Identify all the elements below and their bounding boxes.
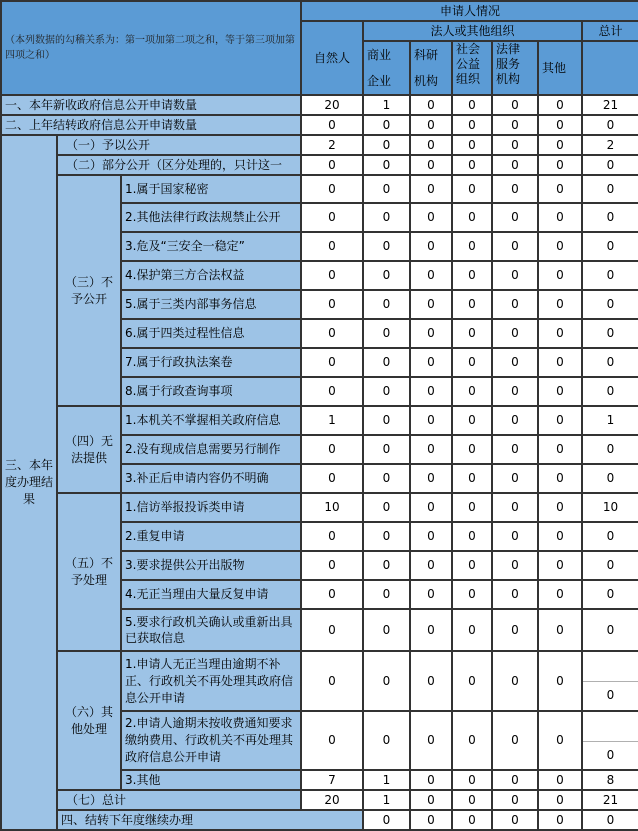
header-legal-or-other-org: 法人或其他组织 — [363, 21, 582, 41]
cell-research: 0 — [410, 175, 452, 203]
cell-other: 0 — [538, 609, 582, 651]
cell-natural-person: 20 — [301, 95, 363, 115]
cell-research: 0 — [410, 464, 452, 493]
cell-natural-person: 0 — [301, 435, 363, 464]
cell-natural-person: 0 — [301, 175, 363, 203]
cell-business: 0 — [363, 377, 410, 406]
cell-research: 0 — [410, 203, 452, 232]
cell-natural-person: 2 — [301, 135, 363, 155]
cell-legal-service: 0 — [492, 135, 538, 155]
row-label: 1.本机关不掌握相关政府信息 — [121, 406, 301, 435]
group-not-disclosed-label — [57, 175, 121, 406]
cell-welfare: 0 — [452, 435, 492, 464]
cell-welfare: 0 — [452, 232, 492, 261]
cell-other: 0 — [538, 711, 582, 770]
cell-business: 0 — [363, 290, 410, 319]
cell-total: 0 — [582, 261, 638, 290]
cell-welfare: 0 — [452, 609, 492, 651]
cell-research: 0 — [410, 711, 452, 770]
table-row — [1, 155, 638, 175]
cell-research: 0 — [410, 770, 452, 790]
cell-business: 1 — [363, 770, 410, 790]
cell-other: 0 — [538, 155, 582, 175]
table-row — [1, 175, 638, 203]
cell-other: 0 — [538, 406, 582, 435]
cell-total: 21 — [582, 95, 638, 115]
header-text: 其他 — [542, 60, 567, 75]
header-business-enterprise — [363, 41, 410, 95]
cell-natural-person: 0 — [301, 319, 363, 348]
cell-business: 0 — [363, 580, 410, 609]
group-text: （三）不 — [64, 274, 113, 289]
cell-business: 1 — [363, 95, 410, 115]
row-label: 一、本年新收政府信息公开申请数量 — [1, 95, 301, 115]
group-text: （五）不 — [64, 556, 113, 570]
cell-other: 0 — [582, 810, 638, 830]
row-label: 3.要求提供公开出版物 — [121, 551, 301, 580]
cell-legal-service: 0 — [492, 435, 538, 464]
group-unable-to-provide-label — [57, 406, 121, 493]
cell-legal-service: 0 — [492, 580, 538, 609]
cell-legal-service: 0 — [492, 551, 538, 580]
cell-legal-service: 0 — [492, 203, 538, 232]
cell-business: 0 — [363, 319, 410, 348]
cell-welfare: 0 — [492, 810, 538, 830]
header-text: 公益 — [456, 57, 481, 71]
cell-other: 0 — [538, 580, 582, 609]
row-label: （七）总计 — [57, 790, 301, 810]
cell-research: 0 — [410, 522, 452, 551]
header-research-institution — [410, 41, 452, 95]
cell-natural-person: 0 — [363, 810, 410, 830]
divider — [583, 681, 638, 682]
cell-legal-service: 0 — [492, 232, 538, 261]
row-label: 8.属于行政查询事项 — [121, 377, 301, 406]
cell-research: 0 — [410, 377, 452, 406]
cell-business: 0 — [410, 810, 452, 830]
cell-total: 0 — [582, 319, 638, 348]
cell-total: 0 — [582, 203, 638, 232]
cell-legal-service: 0 — [538, 810, 582, 830]
cell-business: 0 — [363, 711, 410, 770]
cell-other: 0 — [538, 770, 582, 790]
cell-research: 0 — [410, 261, 452, 290]
row-label: 4.无正当理由大量反复申请 — [121, 580, 301, 609]
cell-natural-person: 0 — [301, 377, 363, 406]
group-text: 予公开 — [70, 291, 107, 306]
cell-legal-service: 0 — [492, 609, 538, 651]
cell-legal-service: 0 — [492, 651, 538, 711]
cell-business: 0 — [363, 464, 410, 493]
cell-total: 2 — [582, 135, 638, 155]
cell-welfare: 0 — [452, 95, 492, 115]
group-text: （六）其 — [64, 704, 113, 719]
cell-natural-person: 0 — [301, 232, 363, 261]
cell-welfare: 0 — [452, 290, 492, 319]
cell-welfare: 0 — [452, 115, 492, 135]
cell-research: 0 — [410, 135, 452, 155]
table-row — [1, 95, 638, 115]
cell-welfare: 0 — [452, 135, 492, 155]
table-row — [1, 493, 638, 522]
group-text: 予处理 — [70, 573, 107, 587]
header-legal-service-institution — [492, 41, 538, 95]
cell-other: 0 — [538, 377, 582, 406]
cell-business: 0 — [363, 155, 410, 175]
cell-welfare: 0 — [452, 377, 492, 406]
row-label: 2.其他法律行政法规禁止公开 — [121, 203, 301, 232]
group-not-processed-label — [57, 493, 121, 651]
header-note: （本列数据的勾稽关系为：第一项加第二项之和，等于第三项加第四项之和） — [1, 1, 301, 95]
cell-research: 0 — [410, 406, 452, 435]
row-label: 2.重复申请 — [121, 522, 301, 551]
table-row — [1, 135, 638, 155]
cell-total: 0 — [582, 115, 638, 135]
cell-welfare: 0 — [452, 175, 492, 203]
cell-welfare: 0 — [452, 651, 492, 711]
cell-natural-person: 1 — [301, 406, 363, 435]
cell-business: 0 — [363, 406, 410, 435]
header-total-blank — [582, 41, 638, 95]
cell-legal-service: 0 — [492, 464, 538, 493]
row-label: 2.没有现成信息需要另行制作 — [121, 435, 301, 464]
cell-legal-service: 0 — [492, 790, 538, 810]
cell-business: 0 — [363, 493, 410, 522]
cell-other: 0 — [538, 232, 582, 261]
cell-welfare: 0 — [452, 770, 492, 790]
cell-legal-service: 0 — [492, 95, 538, 115]
cell-research: 0 — [410, 493, 452, 522]
cell-other: 0 — [538, 135, 582, 155]
cell-other: 0 — [538, 348, 582, 377]
cell-research: 0 — [410, 232, 452, 261]
cell-welfare: 0 — [452, 203, 492, 232]
cell-business: 0 — [363, 522, 410, 551]
cell-natural-person: 0 — [301, 261, 363, 290]
cell-natural-person: 0 — [301, 203, 363, 232]
row-label: 1.申请人无正当理由逾期不补正、行政机关不再处理其政府信息公开申请 — [121, 651, 301, 711]
header-total: 总计 — [582, 21, 638, 41]
header-text: 商业 — [367, 48, 392, 62]
cell-total: 0 — [582, 232, 638, 261]
cell-welfare: 0 — [452, 551, 492, 580]
cell-total: 0 — [582, 155, 638, 175]
cell-research: 0 — [410, 115, 452, 135]
cell-legal-service: 0 — [492, 348, 538, 377]
cell-other: 0 — [538, 464, 582, 493]
cell-business: 0 — [363, 348, 410, 377]
cell-legal-service: 0 — [492, 175, 538, 203]
row-label: 1.信访举报投诉类申请 — [121, 493, 301, 522]
cell-business: 0 — [363, 203, 410, 232]
cell-welfare: 0 — [452, 261, 492, 290]
cell-welfare: 0 — [452, 155, 492, 175]
header-text: 科研 — [414, 48, 439, 62]
cell-research: 0 — [410, 95, 452, 115]
header-text: 企业 — [367, 74, 392, 88]
cell-other: 0 — [538, 493, 582, 522]
cell-research: 0 — [410, 155, 452, 175]
cell-welfare: 0 — [452, 711, 492, 770]
row-label: 3.补正后申请内容仍不明确 — [121, 464, 301, 493]
cell-business: 0 — [363, 232, 410, 261]
cell-welfare: 0 — [452, 464, 492, 493]
cell-legal-service: 0 — [492, 377, 538, 406]
cell-research: 0 — [410, 319, 452, 348]
cell-natural-person: 0 — [301, 522, 363, 551]
cell-business: 1 — [363, 790, 410, 810]
cell-total: 0 — [582, 348, 638, 377]
cell-research: 0 — [410, 580, 452, 609]
cell-total — [582, 711, 638, 770]
group-text: （四）无 — [64, 433, 113, 448]
row-label: （二）部分公开（区分处理的，只计这一 — [57, 155, 301, 175]
cell-other: 0 — [538, 551, 582, 580]
cell-natural-person: 20 — [301, 790, 363, 810]
row-label: 5.属于三类内部事务信息 — [121, 290, 301, 319]
table-row — [1, 810, 638, 830]
row-label: 5.要求行政机关确认或重新出具已获取信息 — [121, 609, 301, 651]
cell-total-value: 0 — [606, 688, 615, 702]
header-applicant-situation: 申请人情况 — [301, 1, 638, 21]
cell-research: 0 — [410, 551, 452, 580]
header-other — [538, 41, 582, 95]
table-row — [1, 651, 638, 711]
cell-welfare: 0 — [452, 790, 492, 810]
cell-other: 0 — [538, 95, 582, 115]
row-label: 4.保护第三方合法权益 — [121, 261, 301, 290]
section3-label — [1, 135, 57, 830]
row-label: 1.属于国家秘密 — [121, 175, 301, 203]
header-text: 组织 — [456, 72, 481, 86]
cell-other: 0 — [538, 522, 582, 551]
header-natural-person: 自然人 — [301, 21, 363, 95]
cell-natural-person: 0 — [301, 348, 363, 377]
cell-total: 0 — [582, 435, 638, 464]
cell-natural-person: 0 — [301, 609, 363, 651]
row-label: 6.属于四类过程性信息 — [121, 319, 301, 348]
header-social-welfare-org — [452, 41, 492, 95]
header-text: 法律 — [496, 42, 521, 56]
cell-natural-person: 0 — [301, 290, 363, 319]
row-label: 2.申请人逾期未按收费通知要求缴纳费用、行政机关不再处理其政府信息公开申请 — [121, 711, 301, 770]
cell-welfare: 0 — [452, 580, 492, 609]
cell-legal-service: 0 — [492, 261, 538, 290]
cell-legal-service: 0 — [492, 711, 538, 770]
cell-natural-person: 0 — [301, 651, 363, 711]
cell-other: 0 — [538, 115, 582, 135]
cell-natural-person: 7 — [301, 770, 363, 790]
row-label: 二、上年结转政府信息公开申请数量 — [1, 115, 301, 135]
cell-business: 0 — [363, 261, 410, 290]
cell-natural-person: 10 — [301, 493, 363, 522]
section3-text: 三、本年度办理结果 — [4, 458, 53, 506]
cell-natural-person: 0 — [301, 711, 363, 770]
cell-legal-service: 0 — [492, 319, 538, 348]
cell-legal-service: 0 — [492, 493, 538, 522]
cell-other: 0 — [538, 290, 582, 319]
cell-research: 0 — [410, 651, 452, 711]
cell-other: 0 — [538, 319, 582, 348]
cell-total: 8 — [582, 770, 638, 790]
header-text: 社会 — [456, 42, 481, 56]
cell-total: 10 — [582, 493, 638, 522]
cell-legal-service: 0 — [492, 290, 538, 319]
table-row — [1, 406, 638, 435]
cell-business: 0 — [363, 609, 410, 651]
cell-research: 0 — [410, 435, 452, 464]
cell-welfare: 0 — [452, 493, 492, 522]
table-row — [1, 790, 638, 810]
cell-research: 0 — [410, 348, 452, 377]
cell-legal-service: 0 — [492, 155, 538, 175]
cell-legal-service: 0 — [492, 115, 538, 135]
cell-total: 0 — [582, 464, 638, 493]
cell-natural-person: 0 — [301, 464, 363, 493]
cell-research: 0 — [452, 810, 492, 830]
cell-research: 0 — [410, 609, 452, 651]
cell-total-value: 0 — [606, 748, 615, 762]
divider — [583, 741, 638, 742]
cell-total: 0 — [582, 175, 638, 203]
cell-business: 0 — [363, 175, 410, 203]
table-row — [1, 115, 638, 135]
cell-welfare: 0 — [452, 522, 492, 551]
row-label: 3.其他 — [121, 770, 301, 790]
header-text: 服务 — [496, 57, 521, 71]
header-text: 机构 — [414, 74, 439, 88]
cell-welfare: 0 — [452, 319, 492, 348]
cell-other: 0 — [538, 651, 582, 711]
cell-other: 0 — [538, 261, 582, 290]
cell-other: 0 — [538, 790, 582, 810]
row-label: 3.危及“三安全一稳定” — [121, 232, 301, 261]
header-text: 机构 — [496, 72, 521, 86]
cell-other: 0 — [538, 203, 582, 232]
cell-welfare: 0 — [452, 348, 492, 377]
cell-research: 0 — [410, 290, 452, 319]
cell-business: 0 — [363, 115, 410, 135]
cell-total: 0 — [582, 290, 638, 319]
cell-natural-person: 0 — [301, 115, 363, 135]
cell-total: 21 — [582, 790, 638, 810]
cell-legal-service: 0 — [492, 770, 538, 790]
cell-business: 0 — [363, 435, 410, 464]
cell-other: 0 — [538, 435, 582, 464]
cell-other: 0 — [538, 175, 582, 203]
cell-business: 0 — [363, 651, 410, 711]
group-text: 他处理 — [70, 721, 107, 736]
cell-natural-person: 0 — [301, 155, 363, 175]
cell-business: 0 — [363, 135, 410, 155]
row-label: 7.属于行政执法案卷 — [121, 348, 301, 377]
group-text: 法提供 — [70, 450, 107, 465]
cell-total: 0 — [582, 551, 638, 580]
cell-total: 0 — [582, 377, 638, 406]
cell-legal-service: 0 — [492, 406, 538, 435]
cell-total: 1 — [582, 406, 638, 435]
cell-total — [582, 651, 638, 711]
cell-natural-person: 0 — [301, 551, 363, 580]
cell-total: 0 — [582, 609, 638, 651]
cell-total: 0 — [582, 580, 638, 609]
cell-research: 0 — [410, 790, 452, 810]
row-label: （一）予以公开 — [57, 135, 301, 155]
cell-natural-person: 0 — [301, 580, 363, 609]
row-label: 四、结转下年度继续办理 — [57, 810, 363, 830]
cell-total: 0 — [582, 522, 638, 551]
cell-welfare: 0 — [452, 406, 492, 435]
cell-legal-service: 0 — [492, 522, 538, 551]
group-other-processing-label — [57, 651, 121, 790]
cell-business: 0 — [363, 551, 410, 580]
